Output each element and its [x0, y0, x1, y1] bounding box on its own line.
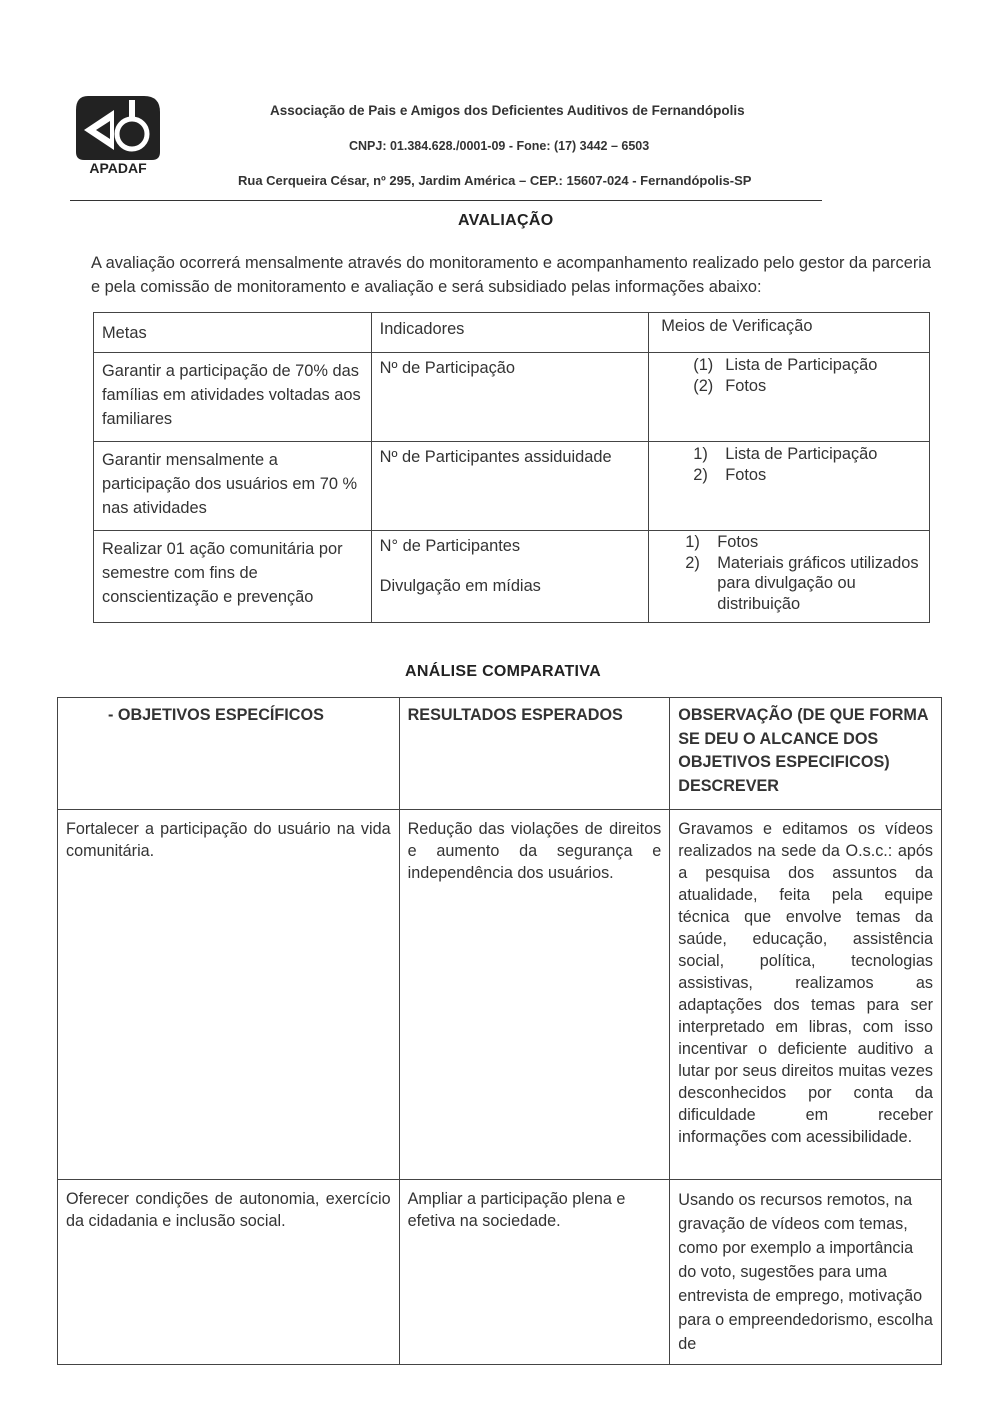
- indicator-line: N° de Participantes: [379, 537, 521, 555]
- logo-text: APADAF: [89, 160, 147, 174]
- indicator-cell: [371, 531, 649, 623]
- objective-cell: Oferecer condições de autonomia, exercício da cidadania e inclusão social.: [58, 1180, 400, 1365]
- column-header: Meios de Verificação: [649, 313, 930, 353]
- list-item: 1) Fotos: [685, 533, 759, 551]
- table-row: [58, 810, 942, 1180]
- verification-cell: [649, 353, 930, 442]
- organization-name: Associação de Pais e Amigos dos Deficientes Auditivos de Fernandópolis: [270, 103, 745, 118]
- indicator-line: Divulgação em mídias: [379, 577, 541, 595]
- evaluation-table: [93, 312, 930, 623]
- expected-result-cell: Ampliar a participação plena e efetiva na sociedade.: [399, 1180, 670, 1365]
- column-header: Metas: [94, 313, 372, 353]
- apadaf-logo: [74, 94, 166, 174]
- table-header-row: [94, 313, 930, 353]
- table-row: [94, 353, 930, 442]
- list-item: (2) Fotos: [693, 376, 767, 395]
- table-header-row: [58, 698, 942, 810]
- indicator-cell: Nº de Participação: [371, 353, 649, 442]
- expected-result-cell: Redução das violações de direitos e aumento da segurança e independência dos usuários.: [399, 810, 670, 1180]
- verification-cell: [649, 531, 930, 623]
- verification-cell: [649, 442, 930, 531]
- list-item: 2) Materiais gráficos utilizados para divulgação ou distribuição: [685, 553, 919, 613]
- comparative-table: [57, 697, 942, 1365]
- indicator-cell: Nº de Participantes assiduidade: [371, 442, 649, 531]
- header-divider: [70, 200, 822, 201]
- list-item: 2) Fotos: [693, 465, 767, 484]
- table-row: [58, 1180, 942, 1365]
- evaluation-title: AVALIAÇÃO: [458, 212, 554, 229]
- meta-cell: Realizar 01 ação comunitária por semestre com fins de conscientização e prevenção: [94, 531, 372, 623]
- objective-cell: Fortalecer a participação do usuário na vida comunitária.: [58, 810, 400, 1180]
- address: Rua Cerqueira César, nº 295, Jardim América – CEP.: 15607-024 - Fernandópolis-SP: [238, 173, 752, 188]
- meta-cell: Garantir mensalmente a participação dos usuários em 70 % nas atividades: [94, 442, 372, 531]
- evaluation-intro: A avaliação ocorrerá mensalmente através do monitoramento e acompanhamento realizado pelo gestor da parceria e pela comissão de monitoramento e avaliação e será subsidiado pelas informações abaixo:: [91, 254, 932, 296]
- comparative-title: ANÁLISE COMPARATIVA: [405, 663, 601, 680]
- table-row: [94, 531, 930, 623]
- observation-cell: Gravamos e editamos os vídeos realizados na sede da O.s.c.: após a pesquisa dos assuntos da atualidade, feita pela equipe técnica que envolve temas da saúde, educação, assistência social, política, tecnologias assistivas, realizamos as adaptações dos temas para ser interpretado em libras, com isso incentivar o deficiente auditivo a lutar por seus direitos muitas vezes desconhecidos por conta da dificuldade em receber informações com acessibilidade.: [670, 810, 942, 1180]
- list-item: 1) Lista de Participação: [693, 445, 878, 463]
- list-item: (1) Lista de Participação: [693, 356, 878, 374]
- column-header: - OBJETIVOS ESPECÍFICOS: [58, 698, 400, 810]
- observation-cell: Usando os recursos remotos, na gravação de vídeos com temas, como por exemplo a importância do voto, sugestões para uma entrevista de emprego, motivação para o empreendedorismo, escolha de: [670, 1180, 942, 1365]
- table-row: [94, 442, 930, 531]
- column-header: RESULTADOS ESPERADOS: [399, 698, 670, 810]
- cnpj-phone: CNPJ: 01.384.628./0001-09 - Fone: (17) 3442 – 6503: [349, 139, 650, 153]
- meta-cell: Garantir a participação de 70% das famílias em atividades voltadas aos familiares: [94, 353, 372, 442]
- column-header: Indicadores: [371, 313, 649, 353]
- column-header: OBSERVAÇÃO (DE QUE FORMA SE DEU O ALCANCE DOS OBJETIVOS ESPECIFICOS) DESCREVER: [670, 698, 942, 810]
